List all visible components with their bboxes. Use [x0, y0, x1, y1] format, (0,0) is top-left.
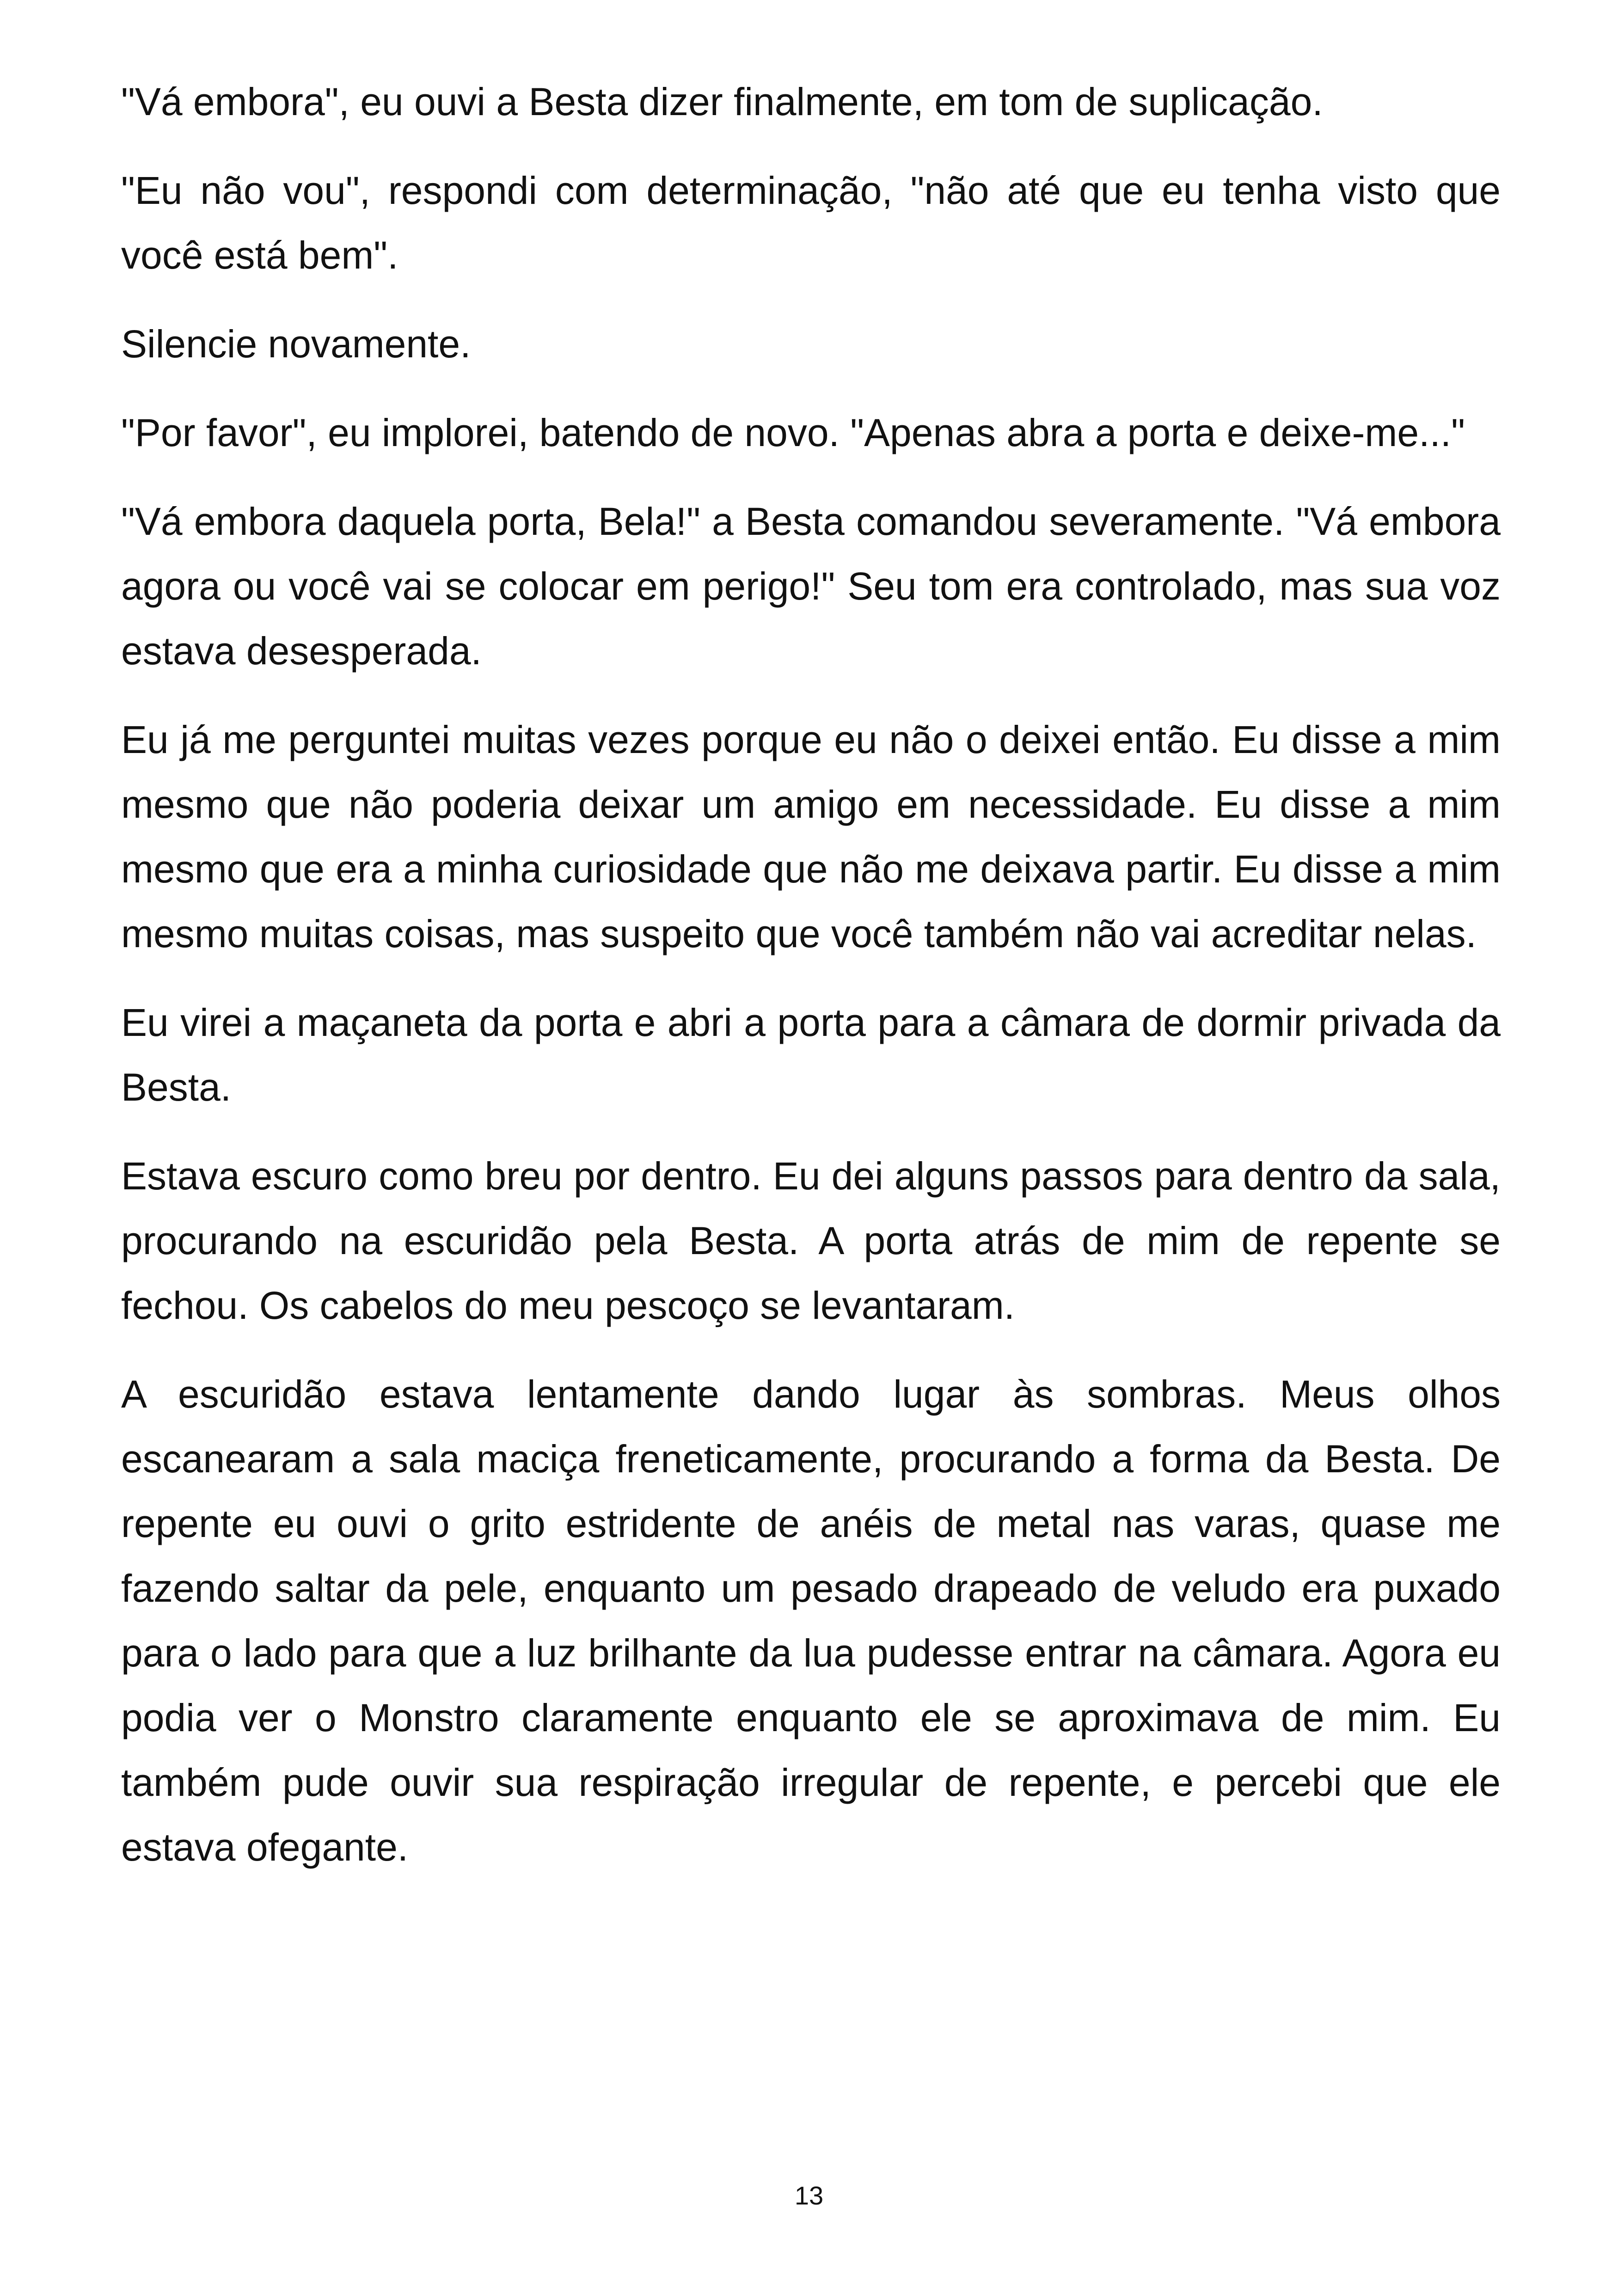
paragraph: Eu virei a maçaneta da porta e abri a porta para a câmara de dormir privada da Besta. — [121, 1001, 1501, 1109]
page-number: 13 — [794, 2181, 824, 2210]
paragraph: Eu já me perguntei muitas vezes porque eu não o deixei então. Eu disse a mim mesmo que não poderia deixar um amigo em necessidade. Eu disse a mim mesmo que era a minha curiosidade que não me deixava partir. Eu disse a mim mesmo muitas coisas, mas suspeito que você também não vai acreditar nelas. — [121, 718, 1501, 955]
paragraph: "Vá embora daquela porta, Bela!" a Besta comandou severamente. "Vá embora agora ou você vai se colocar em perigo!" Seu tom era controlado, mas sua voz estava desesperada. — [121, 500, 1501, 673]
body-text — [121, 69, 1501, 1904]
paragraph: "Eu não vou", respondi com determinação, "não até que eu tenha visto que você está bem". — [121, 169, 1501, 277]
paragraph: A escuridão estava lentamente dando lugar às sombras. Meus olhos escanearam a sala maciça freneticamente, procurando a forma da Besta. De repente eu ouvi o grito estridente de anéis de metal nas varas, quase me fazendo saltar da pele, enquanto um pesado drapeado de veludo era puxado para o lado para que a luz brilhante da lua pudesse entrar na câmara. Agora eu podia ver o Monstro claramente enquanto ele se aproximava de mim. Eu também pude ouvir sua respiração irregular de repente, e percebi que ele estava ofegante. — [121, 1372, 1501, 1869]
paragraph: "Vá embora", eu ouvi a Besta dizer finalmente, em tom de suplicação. — [121, 80, 1323, 123]
paragraph: Estava escuro como breu por dentro. Eu dei alguns passos para dentro da sala, procurando na escuridão pela Besta. A porta atrás de mim de repente se fechou. Os cabelos do meu pescoço se levantaram. — [121, 1154, 1501, 1327]
paragraph: "Por favor", eu implorei, batendo de novo. "Apenas abra a porta e deixe-me..." — [121, 411, 1465, 454]
paragraph: Silencie novamente. — [121, 322, 471, 366]
